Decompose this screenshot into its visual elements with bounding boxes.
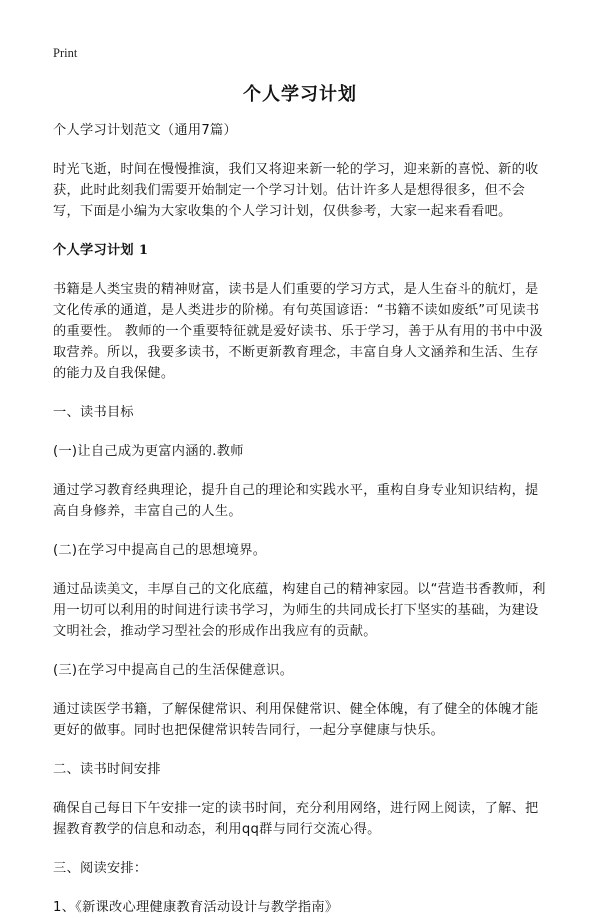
goal-heading-3: (三)在学习中提高自己的生活保健意识。 [53,663,294,678]
goal-heading-2: (二)在学习中提高自己的思想境界。 [53,543,267,558]
goal-heading-1: (一)让自己成为更富内涵的.教师 [53,444,244,459]
section-heading: 个人学习计划 1 [53,243,149,258]
section-paragraph: 书籍是人类宝贵的精神财富，读书是人们重要的学习方式，是人生奋斗的航灯，是文化传承的通道，是人类进步的阶梯。有句英国谚语：“书籍不读如废纸”可见读书的重要性。 教师的一个重要特征就是爱好读书、乐于学习，善于从有用的书中中汲取营养。所以，我要多读书，不断更新教育理念，丰富自身人文涵养和生活、生存的能力及自我保健。 [53,282,544,381]
document-subtitle: 个人学习计划范文（通用7篇） [53,123,238,138]
goal-paragraph-1: 通过学习教育经典理论，提升自己的理论和实践水平，重构自身专业知识结构，提高自身修养，丰富自己的人生。 [53,483,539,519]
subsection-heading-time: 二、读书时间安排 [53,762,161,777]
page-title: 个人学习计划 [243,84,357,105]
intro-paragraph: 时光飞逝，时间在慢慢推演，我们又将迎来新一轮的学习，迎来新的喜悦、新的收获，此时此刻我们需要开始制定一个学习计划。估计许多人是想得很多，但不会写，下面是小编为大家收集的个人学习计划，仅供参考，大家一起来看看吧。 [53,162,539,219]
time-paragraph: 确保自己每日下午安排一定的读书时间，充分利用网络，进行网上阅读，了解、把握教育教学的信息和动态，利用qq群与同行交流心得。 [53,801,539,837]
subsection-heading-goals: 一、读书目标 [53,405,134,420]
plan-list-item: 1、《新课改心理健康教育活动设计与教学指南》 [53,900,339,915]
goal-paragraph-3: 通过读医学书籍，了解保健常识、利用保健常识、健全体魄，有了健全的体魄才能更好的做事。同时也把保健常识转告同行，一起分享健康与快乐。 [53,702,539,738]
subsection-heading-plan: 三、阅读安排： [53,861,148,876]
print-link[interactable]: Print [53,46,78,60]
document-body [53,120,552,918]
goal-paragraph-2: 通过品读美文，丰厚自己的文化底蕴，构建自己的精神家园。以“营造书香教师，利用一切可以利用的时间进行读书学习，为师生的共同成长打下坚实的基础，为建设文明社会，推动学习型社会的形成作出我应有的贡献。 [53,582,546,639]
